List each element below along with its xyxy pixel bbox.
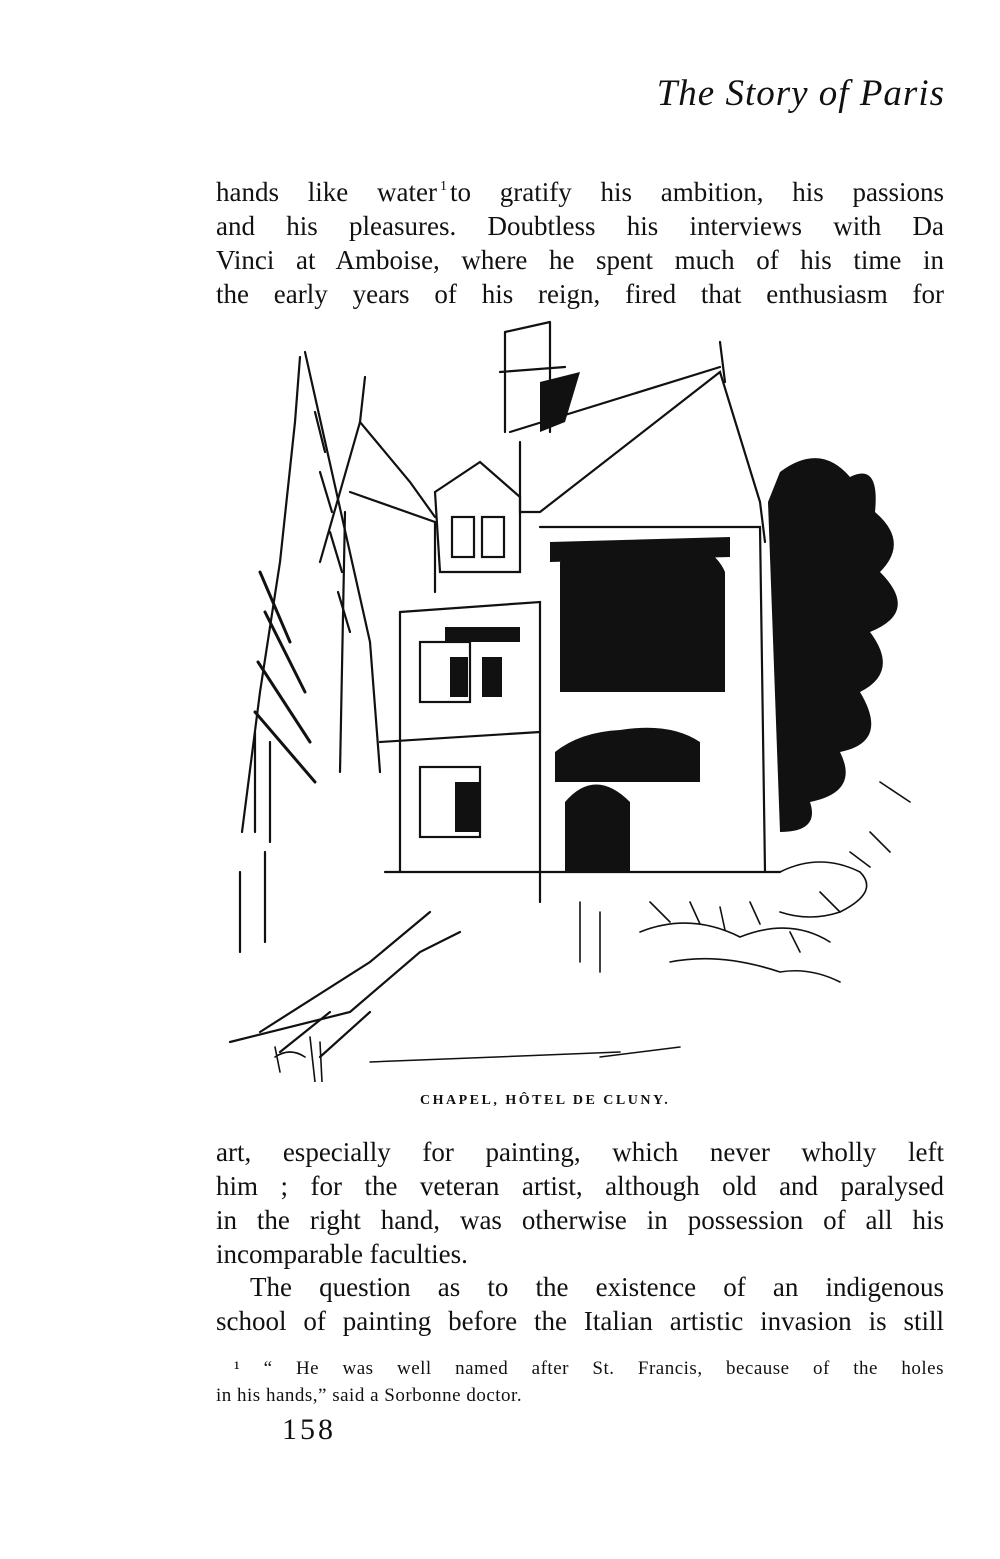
footnote [216, 1355, 944, 1409]
text-line: and his pleasures. Doubtless his interviews with Da [216, 211, 944, 241]
footnote-line: in his hands,” said a Sorbonne doctor. [216, 1385, 523, 1406]
chapel-drawing [220, 312, 925, 1082]
paragraph-middle [216, 1135, 944, 1271]
text-line: incomparable faculties. [216, 1239, 468, 1269]
text-line-start: hands like water [216, 177, 437, 207]
running-head: The Story of Paris [656, 73, 945, 114]
paragraph-bottom [216, 1270, 944, 1338]
text-line-end: to gratify his ambition, his passions [449, 177, 944, 207]
text-line: Vinci at Amboise, where he spent much of his time in [216, 245, 944, 275]
paragraph-top [216, 170, 944, 311]
footnote-marker[interactable]: 1 [439, 179, 447, 194]
text-line [216, 170, 944, 209]
illustration-chapel [220, 312, 925, 1082]
footnote-line: ¹ “ He was well named after St. Francis, because of the holes [234, 1358, 944, 1379]
text-line: school of painting before the Italian artistic invasion is still [216, 1306, 944, 1336]
page-number: 158 [282, 1413, 336, 1446]
text-line: the early years of his reign, fired that enthusiasm for [216, 279, 944, 309]
figure-caption: CHAPEL, HÔTEL DE CLUNY. [420, 1093, 671, 1108]
text-line: him ; for the veteran artist, although old and paralysed [216, 1171, 944, 1201]
text-line: The question as to the existence of an indigenous [250, 1272, 944, 1302]
text-line: in the right hand, was otherwise in possession of all his [216, 1205, 944, 1235]
text-line: art, especially for painting, which never wholly left [216, 1137, 944, 1167]
